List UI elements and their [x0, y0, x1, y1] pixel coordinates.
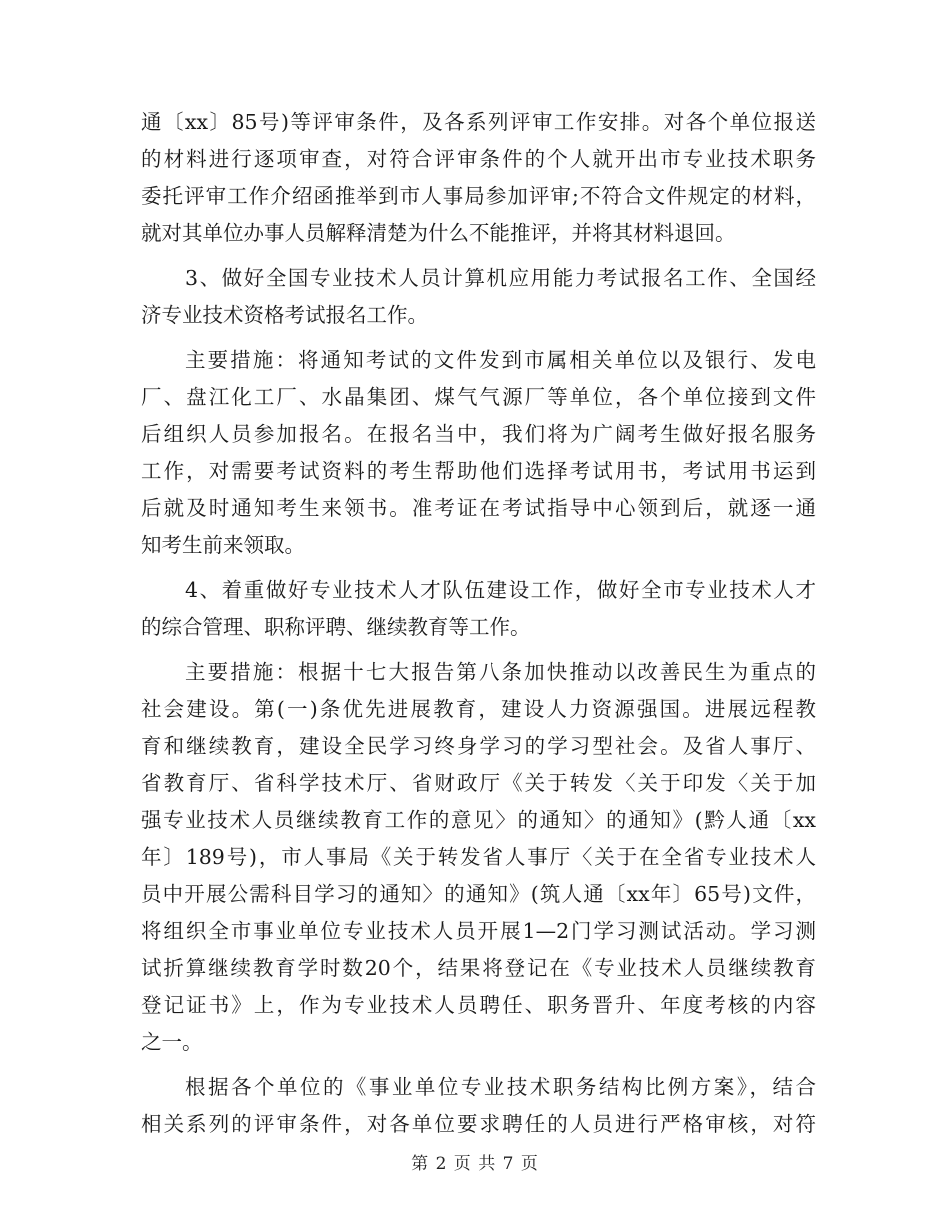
- text-line: 4、着重做好专业技术人才队伍建设工作，做好全市专业技术人才: [185, 578, 816, 602]
- document-body: [141, 104, 816, 1143]
- text-line: 厂、盘江化工厂、水晶集团、煤气气源厂等单位，各个单位接到文件: [141, 385, 816, 409]
- text-line: 社会建设。第(一)条优先进展教育，建设人力资源强国。进展远程教: [141, 697, 816, 721]
- paragraph-item-4: [141, 572, 816, 646]
- text-line: 根据各个单位的《事业单位专业技术职务结构比例方案》，结合: [185, 1075, 816, 1099]
- text-line: 就对其单位办事人员解释清楚为什么不能推评，并将其材料退回。: [141, 221, 736, 245]
- text-line: 将组织全市事业单位专业技术人员开展1—2门学习测试活动。学习测: [141, 919, 816, 943]
- page-number-footer: 第 2 页 共 7 页: [411, 1154, 539, 1174]
- text-line: 登记证书》上，作为专业技术人员聘任、职务晋升、年度考核的内容: [141, 993, 816, 1017]
- paragraph-measures-exam: [141, 342, 816, 564]
- text-line: 员中开展公需科目学习的通知〉的通知》(筑人通〔xx年〕65号)文件，: [141, 882, 816, 906]
- text-line: 强专业技术人员继续教育工作的意见〉的通知〉的通知》(黔人通〔xx: [141, 808, 816, 832]
- text-line: 相关系列的评审条件，对各单位要求聘任的人员进行严格审核，对符: [141, 1112, 816, 1136]
- text-line: 工作，对需要考试资料的考生帮助他们选择考试用书，考试用书运到: [141, 459, 816, 483]
- text-line: 育和继续教育，建设全民学习终身学习的学习型社会。及省人事厅、: [141, 734, 816, 758]
- text-line: 主要措施：将通知考试的文件发到市属相关单位以及银行、发电: [185, 348, 816, 372]
- text-line: 省教育厅、省科学技术厅、省财政厅《关于转发〈关于印发〈关于加: [141, 771, 816, 795]
- text-line: 年〕189号)，市人事局《关于转发省人事厅〈关于在全省专业技术人: [141, 845, 816, 869]
- paragraph-item-3: [141, 260, 816, 334]
- text-line: 试折算继续教育学时数20个，结果将登记在《专业技术人员继续教育: [141, 956, 816, 980]
- paragraph-structure-plan: [141, 1069, 816, 1143]
- text-line: 3、做好全国专业技术人员计算机应用能力考试报名工作、全国经: [185, 266, 816, 290]
- text-line: 主要措施：根据十七大报告第八条加快推动以改善民生为重点的: [185, 660, 816, 684]
- text-line: 的材料进行逐项审查，对符合评审条件的个人就开出市专业技术职务: [141, 147, 816, 171]
- text-line: 后就及时通知考生来领书。准考证在考试指导中心领到后，就逐一通: [141, 496, 816, 520]
- text-line: 济专业技术资格考试报名工作。: [141, 303, 428, 327]
- text-line: 知考生前来领取。: [141, 533, 305, 557]
- text-line: 之一。: [141, 1030, 203, 1054]
- paragraph-measures-education: [141, 654, 816, 1061]
- text-line: 的综合管理、职称评聘、继续教育等工作。: [141, 615, 531, 639]
- paragraph-review-continuation: [141, 104, 816, 252]
- text-line: 委托评审工作介绍函推举到市人事局参加评审;不符合文件规定的材料，: [141, 184, 816, 208]
- text-line: 通〔xx〕85号)等评审条件，及各系列评审工作安排。对各个单位报送: [141, 110, 816, 134]
- text-line: 后组织人员参加报名。在报名当中，我们将为广阔考生做好报名服务: [141, 422, 816, 446]
